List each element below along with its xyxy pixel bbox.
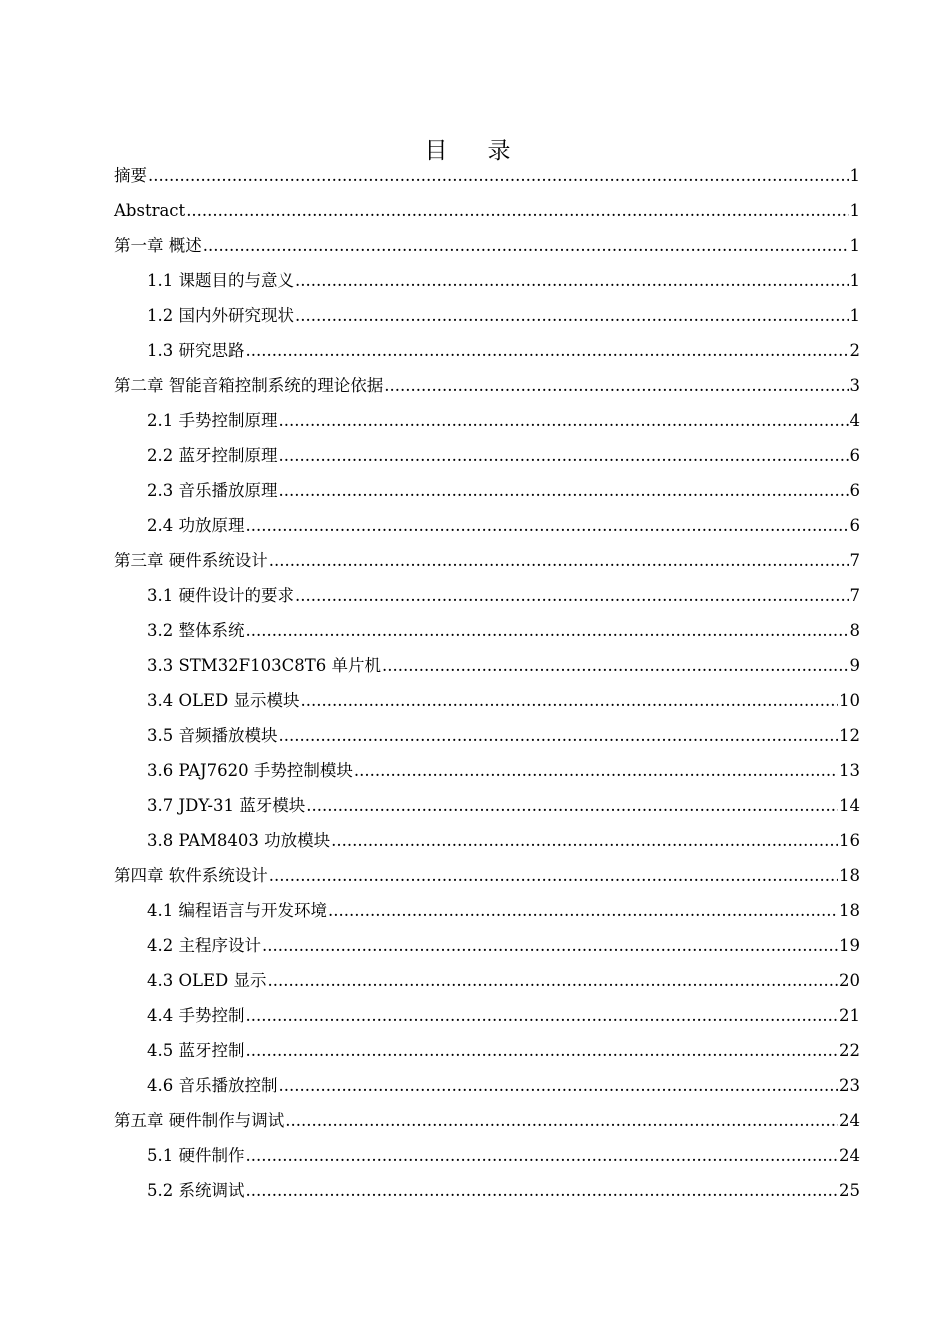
toc-entry-label: 4.4 手势控制 bbox=[147, 1006, 245, 1025]
toc-entry[interactable] bbox=[114, 1173, 860, 1208]
toc-entry-page: 6 bbox=[849, 446, 860, 465]
toc-dot-leader bbox=[331, 823, 838, 858]
toc-entry-label: 1.2 国内外研究现状 bbox=[147, 306, 294, 325]
toc-dot-leader bbox=[295, 298, 849, 333]
toc-dot-leader bbox=[246, 998, 839, 1033]
toc-dot-leader bbox=[279, 473, 849, 508]
toc-dot-leader bbox=[148, 158, 849, 193]
toc-dot-leader bbox=[279, 438, 849, 473]
toc-entry-label: 3.4 OLED 显示模块 bbox=[147, 691, 300, 710]
toc-dot-leader bbox=[262, 928, 838, 963]
toc-list bbox=[114, 158, 860, 1208]
toc-entry[interactable] bbox=[114, 578, 860, 613]
toc-entry[interactable] bbox=[114, 158, 860, 193]
toc-dot-leader bbox=[306, 788, 838, 823]
toc-dot-leader bbox=[269, 858, 838, 893]
toc-entry-page: 23 bbox=[839, 1076, 860, 1095]
toc-entry[interactable] bbox=[114, 683, 860, 718]
toc-title: 目录 bbox=[424, 138, 551, 164]
toc-entry-label: 2.2 蓝牙控制原理 bbox=[147, 446, 278, 465]
toc-entry-page: 24 bbox=[839, 1146, 860, 1165]
toc-entry[interactable] bbox=[114, 648, 860, 683]
toc-entry-page: 10 bbox=[839, 691, 860, 710]
toc-entry[interactable] bbox=[114, 333, 860, 368]
toc-entry-page: 24 bbox=[839, 1111, 860, 1130]
toc-entry[interactable] bbox=[114, 823, 860, 858]
toc-entry[interactable] bbox=[114, 403, 860, 438]
toc-entry[interactable] bbox=[114, 753, 860, 788]
toc-entry-page: 18 bbox=[839, 866, 860, 885]
toc-dot-leader bbox=[268, 963, 839, 998]
toc-entry-label: 4.3 OLED 显示 bbox=[147, 971, 267, 990]
toc-entry[interactable] bbox=[114, 613, 860, 648]
toc-dot-leader bbox=[246, 613, 849, 648]
toc-entry-label: 第一章 概述 bbox=[114, 236, 202, 255]
toc-entry-label: 3.1 硬件设计的要求 bbox=[147, 586, 294, 605]
toc-entry-label: 3.6 PAJ7620 手势控制模块 bbox=[147, 761, 353, 780]
toc-entry[interactable] bbox=[114, 788, 860, 823]
toc-dot-leader bbox=[246, 1033, 839, 1068]
toc-entry[interactable] bbox=[114, 473, 860, 508]
toc-dot-leader bbox=[246, 1138, 839, 1173]
toc-entry-page: 18 bbox=[839, 901, 860, 920]
toc-entry[interactable] bbox=[114, 298, 860, 333]
toc-entry-label: 1.3 研究思路 bbox=[147, 341, 245, 360]
toc-entry[interactable] bbox=[114, 263, 860, 298]
toc-entry-page: 7 bbox=[849, 586, 860, 605]
toc-entry-page: 13 bbox=[839, 761, 860, 780]
toc-entry-page: 22 bbox=[839, 1041, 860, 1060]
toc-entry-label: 3.7 JDY-31 蓝牙模块 bbox=[147, 796, 306, 815]
toc-entry-page: 1 bbox=[849, 201, 860, 220]
toc-entry[interactable] bbox=[114, 1138, 860, 1173]
toc-entry[interactable] bbox=[114, 928, 860, 963]
toc-entry-page: 1 bbox=[849, 166, 860, 185]
toc-entry-label: 4.5 蓝牙控制 bbox=[147, 1041, 245, 1060]
toc-dot-leader bbox=[203, 228, 849, 263]
toc-dot-leader bbox=[295, 578, 849, 613]
toc-entry-page: 25 bbox=[839, 1181, 860, 1200]
toc-dot-leader bbox=[246, 1173, 839, 1208]
toc-entry[interactable] bbox=[114, 718, 860, 753]
toc-dot-leader bbox=[354, 753, 838, 788]
toc-entry-label: 3.5 音频播放模块 bbox=[147, 726, 278, 745]
toc-entry-page: 3 bbox=[849, 376, 860, 395]
toc-entry-page: 6 bbox=[849, 516, 860, 535]
toc-entry-label: 摘要 bbox=[114, 166, 147, 185]
toc-entry[interactable] bbox=[114, 543, 860, 578]
toc-entry-label: 第四章 软件系统设计 bbox=[114, 866, 268, 885]
toc-entry-label: 2.4 功放原理 bbox=[147, 516, 245, 535]
toc-entry-page: 12 bbox=[839, 726, 860, 745]
toc-entry[interactable] bbox=[114, 368, 860, 403]
toc-entry-page: 1 bbox=[849, 306, 860, 325]
toc-entry-label: 第五章 硬件制作与调试 bbox=[114, 1111, 285, 1130]
toc-entry[interactable] bbox=[114, 193, 860, 228]
toc-dot-leader bbox=[246, 508, 849, 543]
toc-entry-page: 7 bbox=[849, 551, 860, 570]
toc-dot-leader bbox=[384, 368, 848, 403]
toc-entry-label: 第三章 硬件系统设计 bbox=[114, 551, 268, 570]
toc-entry-label: 3.3 STM32F103C8T6 单片机 bbox=[147, 656, 381, 675]
toc-entry-label: 5.1 硬件制作 bbox=[147, 1146, 245, 1165]
toc-entry-page: 1 bbox=[849, 271, 860, 290]
toc-dot-leader bbox=[285, 1103, 838, 1138]
toc-entry-page: 9 bbox=[849, 656, 860, 675]
toc-dot-leader bbox=[382, 648, 849, 683]
toc-entry[interactable] bbox=[114, 228, 860, 263]
toc-entry-page: 21 bbox=[839, 1006, 860, 1025]
toc-entry-page: 1 bbox=[849, 236, 860, 255]
toc-entry[interactable] bbox=[114, 893, 860, 928]
toc-dot-leader bbox=[269, 543, 849, 578]
toc-entry-label: 2.3 音乐播放原理 bbox=[147, 481, 278, 500]
toc-dot-leader bbox=[328, 893, 838, 928]
toc-entry-label: 4.1 编程语言与开发环境 bbox=[147, 901, 327, 920]
toc-entry-page: 4 bbox=[849, 411, 860, 430]
toc-dot-leader bbox=[186, 193, 848, 228]
toc-entry[interactable] bbox=[114, 858, 860, 893]
toc-dot-leader bbox=[295, 263, 849, 298]
toc-entry[interactable] bbox=[114, 1068, 860, 1103]
toc-dot-leader bbox=[246, 333, 849, 368]
toc-entry[interactable] bbox=[114, 438, 860, 473]
toc-entry[interactable] bbox=[114, 1103, 860, 1138]
toc-dot-leader bbox=[279, 403, 849, 438]
toc-entry-label: 4.2 主程序设计 bbox=[147, 936, 261, 955]
toc-dot-leader bbox=[279, 1068, 839, 1103]
toc-entry-label: 第二章 智能音箱控制系统的理论依据 bbox=[114, 376, 384, 395]
toc-entry-label: 2.1 手势控制原理 bbox=[147, 411, 278, 430]
toc-entry-page: 8 bbox=[849, 621, 860, 640]
toc-entry[interactable] bbox=[114, 508, 860, 543]
toc-entry-page: 16 bbox=[839, 831, 860, 850]
toc-entry-label: 4.6 音乐播放控制 bbox=[147, 1076, 278, 1095]
toc-entry-page: 2 bbox=[849, 341, 860, 360]
toc-entry-label: 1.1 课题目的与意义 bbox=[147, 271, 294, 290]
toc-entry-label: Abstract bbox=[114, 201, 186, 220]
toc-dot-leader bbox=[279, 718, 839, 753]
toc-dot-leader bbox=[301, 683, 839, 718]
toc-entry-page: 6 bbox=[849, 481, 860, 500]
toc-entry-page: 14 bbox=[839, 796, 860, 815]
toc-entry[interactable] bbox=[114, 998, 860, 1033]
toc-entry-label: 3.2 整体系统 bbox=[147, 621, 245, 640]
toc-entry-label: 3.8 PAM8403 功放模块 bbox=[147, 831, 331, 850]
toc-entry[interactable] bbox=[114, 963, 860, 998]
toc-entry-label: 5.2 系统调试 bbox=[147, 1181, 245, 1200]
toc-entry[interactable] bbox=[114, 1033, 860, 1068]
toc-entry-page: 19 bbox=[839, 936, 860, 955]
toc-entry-page: 20 bbox=[839, 971, 860, 990]
